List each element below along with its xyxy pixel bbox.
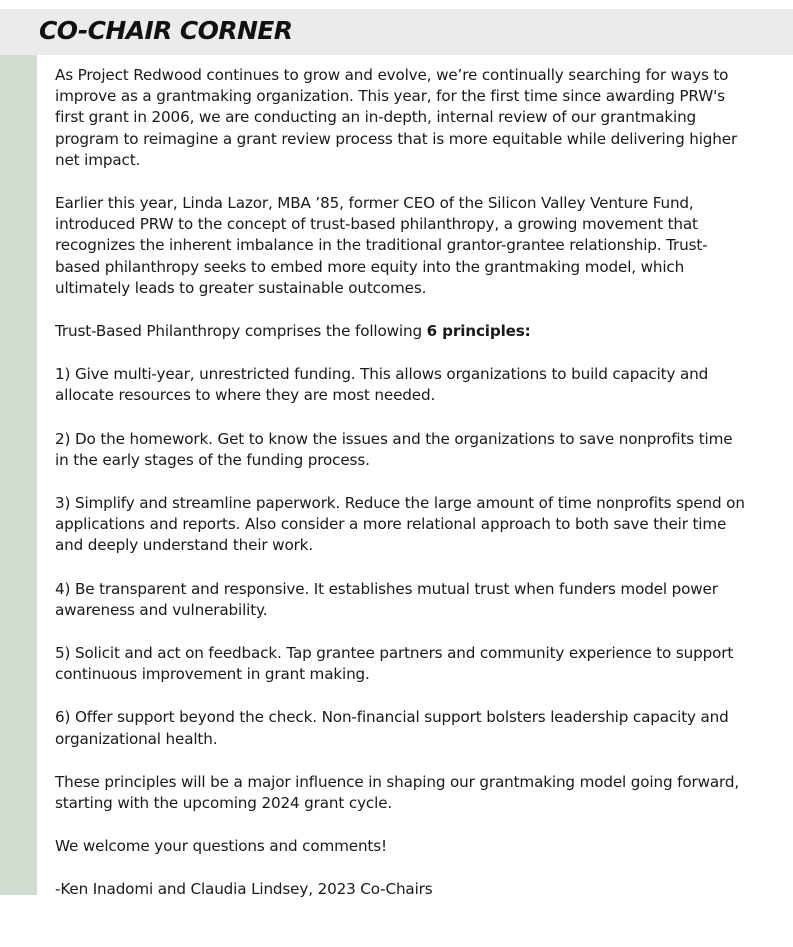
principle-item: 2) Do the homework. Get to know the issues and the organizations to save nonprofits time in the early stages of the funding process. bbox=[55, 429, 733, 469]
principle-item: 3) Simplify and streamline paperwork. Reduce the large amount of time nonprofits spend on applications and reports. Also consider a more relational approach to both save their time and deeply understand their work. bbox=[55, 494, 745, 555]
side-accent-bar bbox=[0, 55, 37, 895]
principle-item: 4) Be transparent and responsive. It establishes mutual trust when funders model power awareness and vulnerability. bbox=[55, 579, 718, 619]
closing-paragraph: These principles will be a major influence in shaping our grantmaking model going forward, starting with the upcoming 2024 grant cycle. bbox=[55, 772, 740, 813]
article-body bbox=[55, 65, 745, 923]
principle-item: 5) Solicit and act on feedback. Tap grantee partners and community experience to support continuous improvement in grant making. bbox=[55, 644, 734, 684]
signature: -Ken Inadomi and Claudia Lindsey, 2023 Co-Chairs bbox=[55, 880, 433, 899]
intro-paragraph: As Project Redwood continues to grow and evolve, we’re continually searching for ways to improve as a grantmaking organization. This year, for the first time since awarding PRW's first grant in 2006, we are conducting an in-depth, internal review of our grantmaking program to reimagine a grant review process that is more equitable while delivering higher net impact. bbox=[55, 66, 738, 169]
principles-lead-paragraph bbox=[55, 321, 745, 342]
invitation-paragraph: We welcome your questions and comments! bbox=[55, 837, 387, 856]
principle-item: 1) Give multi-year, unrestricted funding. This allows organizations to build capacity and allocate resources to where they are most needed. bbox=[55, 365, 709, 405]
background-paragraph: Earlier this year, Linda Lazor, MBA ’85, former CEO of the Silicon Valley Venture Fund, introduced PRW to the concept of trust-based philanthropy, a growing movement that recognizes the inherent imbalance in the traditional grantor-grantee relationship. Trust-based philanthropy seeks to embed more equity into the grantmaking model, which ultimately leads to greater sustainable outcomes. bbox=[55, 194, 708, 297]
principles-count: 6 principles: bbox=[426, 322, 531, 341]
principle-item: 6) Offer support beyond the check. Non-financial support bolsters leadership capacity and organizational health. bbox=[55, 708, 729, 748]
top-strip bbox=[0, 0, 793, 9]
section-title: CO-CHAIR CORNER bbox=[39, 16, 293, 45]
principles-lead-text: Trust-Based Philanthropy comprises the following bbox=[55, 322, 427, 341]
